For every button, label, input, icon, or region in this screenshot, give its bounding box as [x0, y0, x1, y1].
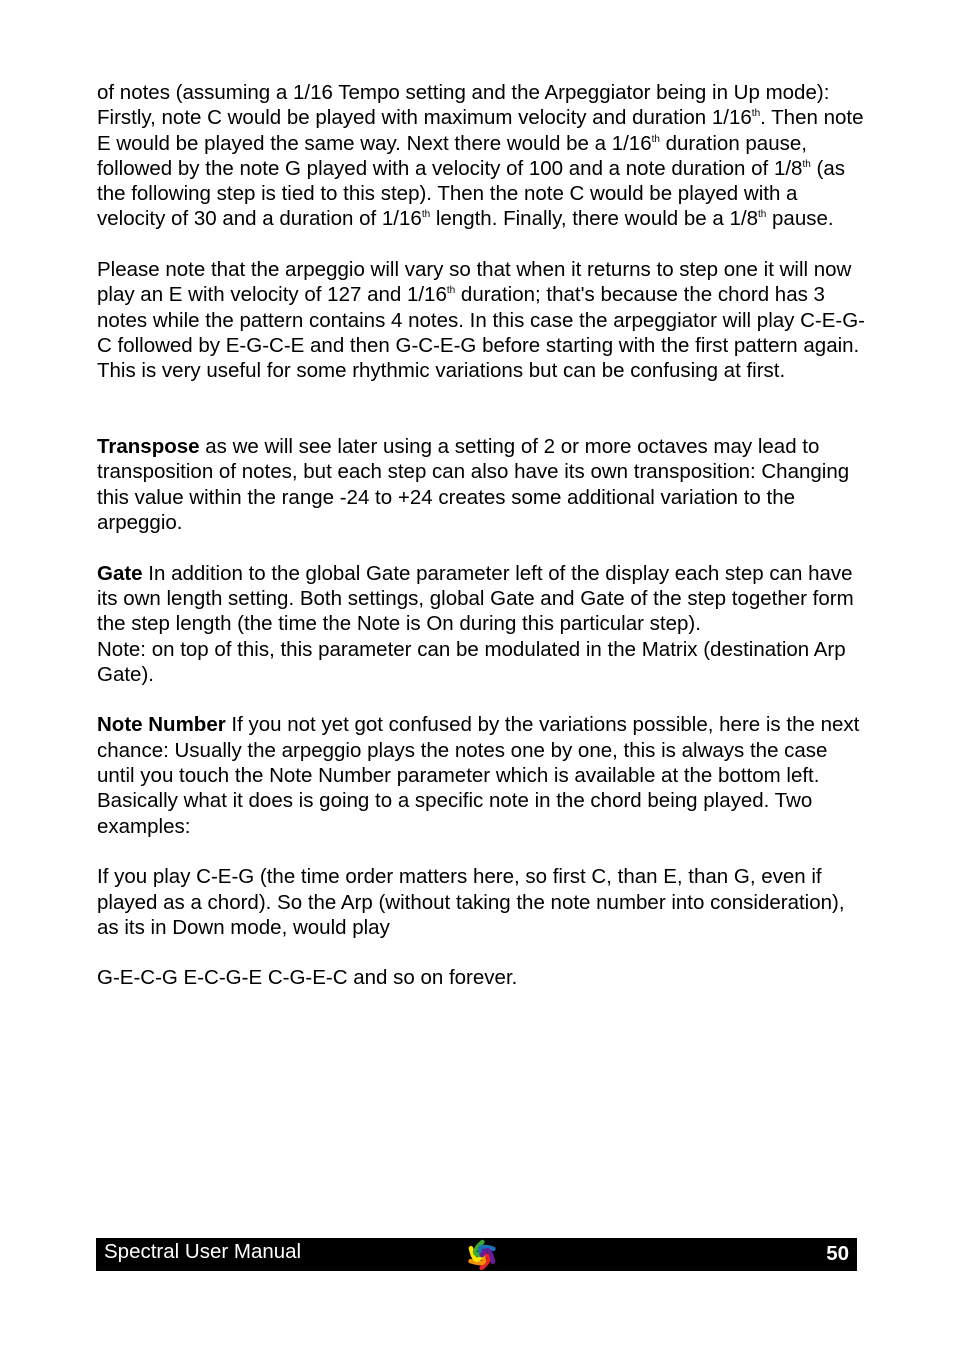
- paragraph-arpeggio-sequence: [97, 80, 867, 232]
- spectral-logo-icon: [466, 1239, 498, 1271]
- page-number: 50: [826, 1242, 849, 1265]
- page-footer: [96, 1238, 857, 1271]
- term-gate: Gate: [97, 561, 143, 585]
- text-span: as we will see later using a setting of 2 or more octaves may lead to transposition of notes, but each step can also have its own transposition: Changing this value within the range -24 to +24 creates some additional variation to the arpeggio.: [97, 435, 850, 535]
- text-span: duration pause, followed by the note G played with a velocity of 100 and a note duration of 1/8: [97, 131, 807, 180]
- superscript: th: [802, 158, 811, 170]
- term-transpose: Transpose: [97, 435, 200, 459]
- page-content: [97, 80, 867, 991]
- paragraph-gate: [97, 561, 867, 687]
- term-note-number: Note Number: [97, 713, 226, 737]
- text-span: length. Finally, there would be a 1/8: [430, 207, 758, 231]
- footer-title: Spectral User Manual: [104, 1240, 302, 1263]
- text-span: pause.: [766, 207, 834, 231]
- paragraph-note-number: [97, 712, 867, 838]
- text-span: Note: on top of this, this parameter can be modulated in the Matrix (destination Arp Gate).: [97, 637, 846, 686]
- paragraph-sequence: G-E-C-G E-C-G-E C-G-E-C and so on forever.: [97, 966, 518, 990]
- text-span: Please note that the arpeggio will vary so that when it returns to step one it will now play an E with velocity of 127 and 1/16: [97, 258, 852, 307]
- superscript: th: [446, 285, 456, 297]
- paragraph-transpose: [97, 434, 867, 535]
- text-span: (as the following step is tied to this step). Then the note C would be played with a velocity of 30 and a duration of 1/16: [97, 156, 845, 231]
- paragraph-arpeggio-variation: [97, 257, 867, 383]
- text-span: If you not yet got confused by the variations possible, here is the next chance: Usually the arpeggio plays the notes one by one, this is always the case until you touch the Note Number parameter which is available at the bottom left.: [97, 713, 860, 788]
- text-span: Firstly, note C would be played with maximum velocity and duration 1/16: [97, 106, 752, 130]
- superscript: th: [751, 108, 761, 120]
- superscript: th: [651, 133, 660, 145]
- text-span: of notes (assuming a 1/16 Tempo setting and the Arpeggiator being in Up mode):: [97, 81, 830, 104]
- text-span: . Then note E would be played the same way. Next there would be a 1/16: [97, 106, 864, 155]
- text-span: In addition to the global Gate parameter left of the display each step can have its own length setting. Both settings, global Gate and Gate of the step together form the step length (the time the Note is On during this particular step).: [97, 561, 854, 636]
- paragraph-example: If you play C-E-G (the time order matters here, so first C, than E, than G, even if played as a chord). So the Arp (without taking the note number into consideration), as its in Down mode, would play: [97, 865, 845, 939]
- superscript: th: [421, 209, 431, 221]
- text-span: duration; that's because the chord has 3 notes while the pattern contains 4 notes. In this case the arpeggiator will play C-E-G-C followed by E-G-C-E and then G-C-E-G before starting with the first pattern again. This is very useful for some rhythmic variations but can be confusing at first.: [97, 283, 866, 383]
- superscript: th: [757, 209, 767, 221]
- text-span: Basically what it does is going to a specific note in the chord being played. Two examples:: [97, 789, 813, 838]
